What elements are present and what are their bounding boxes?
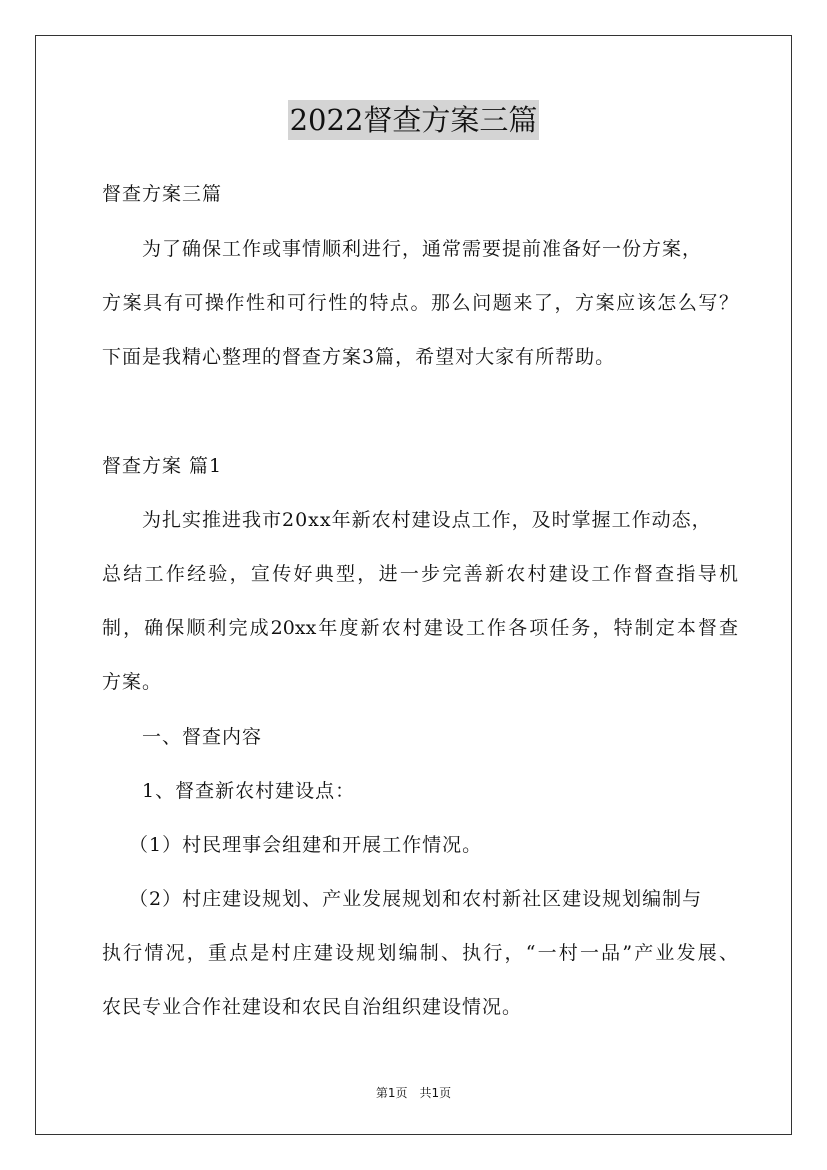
sub-item-two-line-2: 执行情况，重点是村庄建设规划编制、执行，“一村一品”产业发展、 xyxy=(102,942,738,964)
section-paragraph-line-2: 总结工作经验，宣传好典型，进一步完善新农村建设工作督查指导机 xyxy=(102,563,738,585)
page-footer: 第1页 共1页 xyxy=(375,1086,452,1100)
intro-line-2: 方案具有可操作性和可行性的特点。那么问题来了，方案应该怎么写？ xyxy=(102,292,738,314)
sub-item-two-line-3: 农民专业合作社建设和农民自治组织建设情况。 xyxy=(102,996,523,1018)
title-container xyxy=(0,100,827,140)
intro-line-1: 为了确保工作或事情顺利进行，通常需要提前准备好一份方案， xyxy=(102,238,703,260)
section-heading: 督查方案 篇1 xyxy=(102,455,223,477)
section-paragraph-line-3: 制，确保顺利完成20xx年度新农村建设工作各项任务，特制定本督查 xyxy=(102,617,738,639)
document-subtitle: 督查方案三篇 xyxy=(102,183,223,205)
document-title: 2022督查方案三篇 xyxy=(288,100,540,140)
intro-line-3: 下面是我精心整理的督查方案3篇，希望对大家有所帮助。 xyxy=(102,346,616,368)
sub-item-two-line-1: （2）村庄建设规划、产业发展规划和农村新社区建设规划编制与 xyxy=(102,888,703,910)
item-one: 1、督查新农村建设点： xyxy=(102,780,356,802)
section-paragraph-line-4: 方案。 xyxy=(102,671,163,693)
section-paragraph-line-1: 为扎实推进我市20xx年新农村建设点工作，及时掌握工作动态， xyxy=(102,509,712,531)
sub-item-one: （1）村民理事会组建和开展工作情况。 xyxy=(102,834,483,856)
heading-one: 一、督查内容 xyxy=(102,726,263,748)
